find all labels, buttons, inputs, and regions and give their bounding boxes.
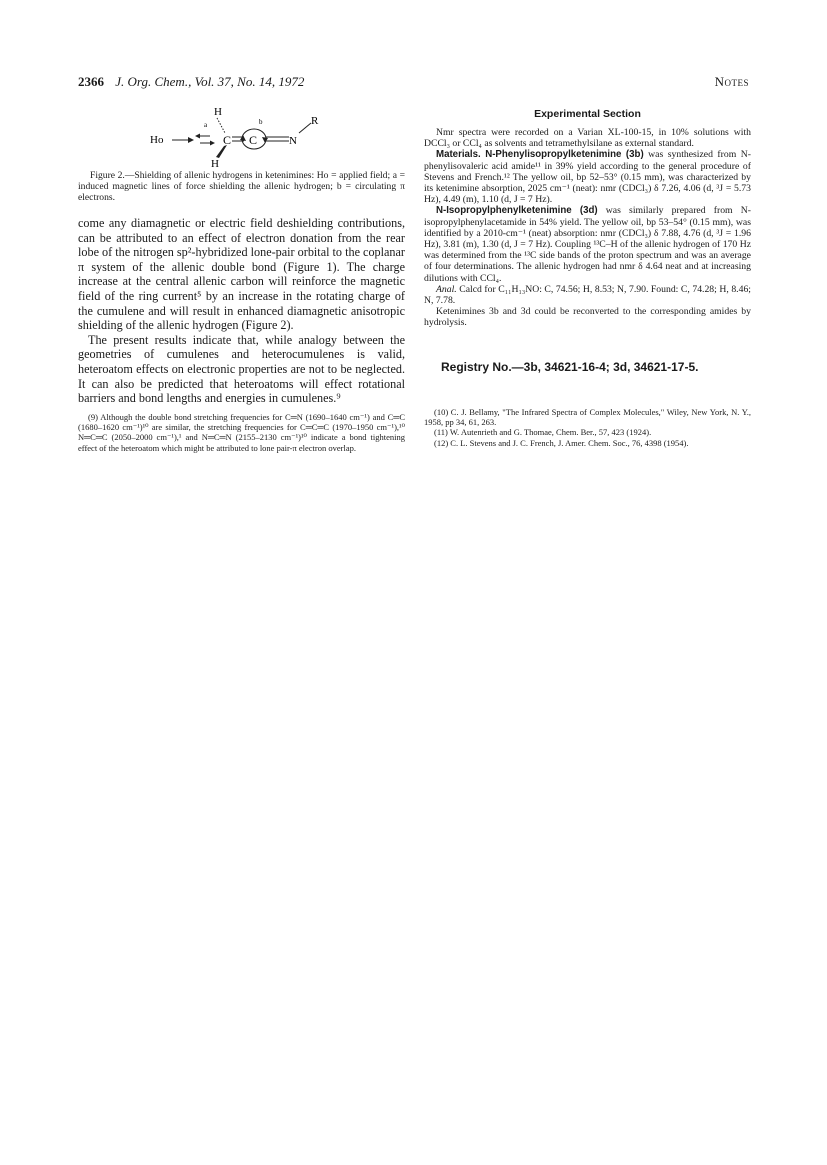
journal-citation: J. Org. Chem., Vol. 37, No. 14, 1972 [115, 74, 305, 89]
experimental-body [424, 127, 751, 329]
materials-paragraph [424, 149, 751, 205]
materials-label: Materials. [436, 149, 481, 161]
field-arrowhead [188, 137, 194, 143]
compound-3b-label: (3b) [625, 149, 644, 161]
footnote-9: (9) Although the double bond stretching frequencies for C═N (1690–1640 cm⁻¹) and C═C (1680–1620 cm⁻¹)¹⁰ are similar, the stretching frequencies for C═C═C (1970–1950 cm⁻¹),¹⁰ N═C═C (2050–2000 cm⁻¹),¹ and N═C═N (2155–2130 cm⁻¹)¹⁰ indicate a bond tightening effect of the heteroatom which might be attributed to lone pair-π electron overlap. [78, 411, 405, 453]
hydrogen-bottom: H [211, 158, 219, 170]
left-column [78, 108, 405, 453]
footnote-12: (12) C. L. Stevens and J. C. French, J. Amer. Chem. Soc., 76, 4398 (1954). [434, 437, 689, 448]
anal-paragraph [424, 284, 751, 306]
anal-text: Calcd for C₁₁H₁₃NO: C, 74.56; H, 8.53; N, 7.90. Found: C, 74.28; H, 8.46; N, 7.78. [424, 283, 751, 307]
induced-arrow-bottom [210, 141, 215, 146]
section-title: Experimental Section [534, 108, 641, 120]
carbon-1: C [223, 133, 232, 147]
dashed-bond [217, 118, 225, 133]
figure-caption: Figure 2.—Shielding of allenic hydrogens in ketenimines: Ho = applied field; a = induced magnetic lines of force shielding the allenic hydrogen; b = circulating π electrons. [78, 170, 405, 203]
r-group: R [311, 115, 319, 127]
footnote-11: (11) W. Autenrieth and G. Thomae, Chem. Ber., 57, 423 (1924). [434, 427, 652, 438]
carbon-2: C [249, 133, 258, 147]
header-left [78, 74, 304, 90]
label-a: a [204, 121, 208, 129]
figure-2-diagram [78, 108, 405, 170]
page-header [78, 74, 749, 90]
right-footnotes [424, 407, 751, 448]
compound-3d-name: N-Isopropylphenylketenimine [436, 205, 572, 217]
induced-arrow-top [195, 134, 200, 139]
ring-arrow-left [240, 135, 246, 141]
reconversion-paragraph: Ketenimines 3b and 3d could be reconverted to the corresponding amides by hydrolysis. [424, 306, 751, 329]
page-number: 2366 [78, 74, 104, 89]
hydrogen-top: H [214, 108, 222, 118]
left-footnotes [78, 412, 405, 453]
compound-3d-text: was similarly prepared from N-isopropylphenylacetamide in 54% yield. The yellow oil, bp 53–54° (0.15 mm), was identified by a 2010-cm⁻¹ (neat) absorption: nmr (CDCl₃) δ 7.88, 4.76 (d, ³J = 1.96 Hz), 3.81 (m), 1.30 (d, J = 7 Hz). Coupling ¹³C–H of the allenic hydrogen of 170 Hz was determined from the ¹³C side bands of the proton spectrum and was an average of four determinations. The allenic hydrogen had nmr δ 4.64 neat and at increasing dilutions with CCl₄. [424, 205, 751, 284]
ring-arrow-right [262, 137, 268, 143]
section-name: Notes [714, 74, 749, 89]
ho-label: Ho [150, 134, 164, 146]
compound-3d-label: (3d) [579, 205, 598, 217]
right-column [424, 108, 751, 448]
nitrogen: N [289, 135, 297, 147]
footnote-10: (10) C. J. Bellamy, "The Infrared Spectra of Complex Molecules," Wiley, New York, N. Y., 1958, pp 34, 61, 263. [424, 406, 751, 427]
left-paragraph-1: come any diamagnetic or electric field deshielding contributions, can be attributed to an effect of electron donation from the rear lobe of the nitrogen sp²-hybridized lone-pair orbital to the coplanar π system of the allenic double bond (Figure 1). The charge increase at the central allenic carbon will reinforce the magnetic field of the ring current⁵ by an increase in the rotating charge of the cumulene and will result in enhanced diamagnetic anisotropic shielding of the allenic hydrogen (Figure 2). [78, 216, 405, 333]
label-b: b [259, 118, 263, 126]
registry-numbers: Registry No.—3b, 34621-16-4; 3d, 34621-17-5. [441, 359, 699, 374]
compound-3b-name: N-Phenylisopropylketenimine [485, 149, 622, 161]
anal-label: Anal. [436, 283, 457, 295]
intro-paragraph: Nmr spectra were recorded on a Varian XL-100-15, in 10% solutions with DCCl₃ or CCl₄ as solvents and tetramethylsilane as external standard. [424, 127, 751, 150]
materials-text: was synthesized from N-phenylisovaleric acid amide¹¹ in 39% yield according to the general procedure of Stevens and French.¹² The yellow oil, bp 52–53° (0.15 mm), was characterized by its ketenimine absorption, 2025 cm⁻¹ (neat): nmr (CDCl₃) δ 7.26, 4.06 (d, ³J = 5.73 Hz), 4.49 (m), 1.10 (d, J = 7 Hz). [424, 149, 751, 206]
left-body [78, 216, 405, 406]
compound-3d-paragraph [424, 205, 751, 283]
left-paragraph-2: The present results indicate that, while analogy between the geometries of cumulenes and heterocumulenes is valid, heteroatom effects on electronic properties are not to be neglected. It can also be predicted that heteroatoms will effect rotational barriers and bond lengths and energies in cumulenes.⁹ [78, 332, 405, 406]
ketenimine-shielding-diagram [78, 108, 405, 170]
n-r-bond [299, 123, 311, 133]
